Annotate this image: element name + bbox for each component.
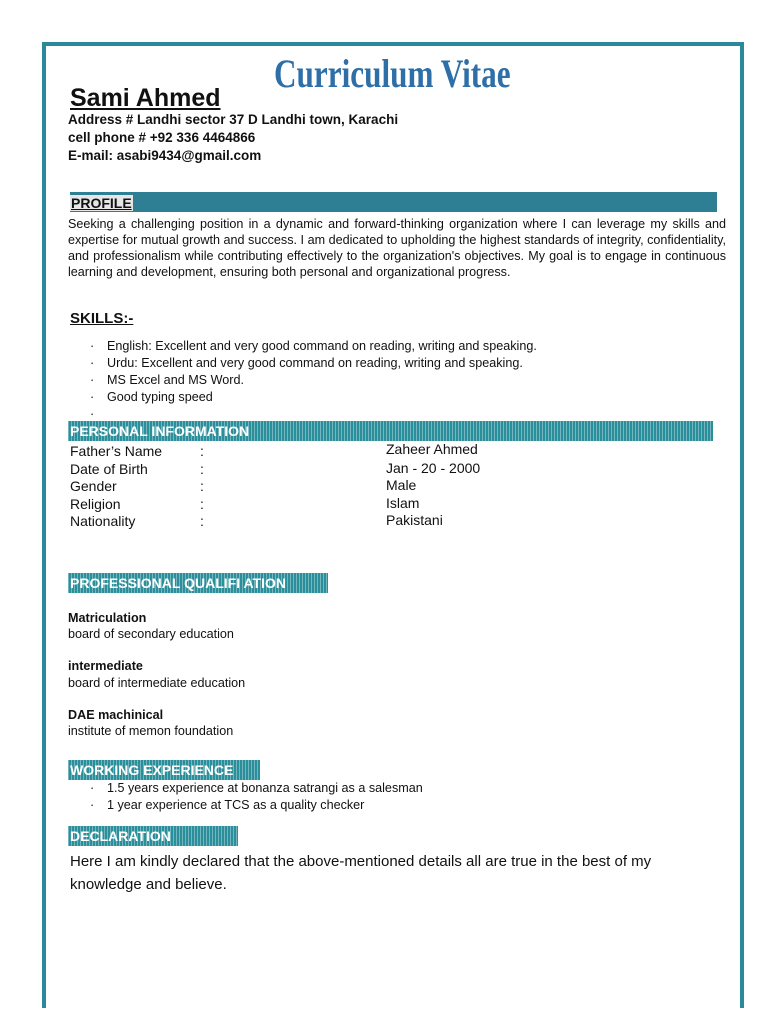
pi-value: Pakistani	[386, 512, 443, 528]
qualification-board: institute of memon foundation	[68, 724, 234, 738]
skills-list	[90, 338, 537, 423]
profile-heading: PROFILE	[71, 195, 132, 211]
qualification-title: intermediate	[68, 659, 143, 673]
qualification-title: DAE machinical	[68, 708, 164, 722]
list-item: · English: Excellent and very good command on reading, writing and speaking.	[90, 338, 537, 355]
qualification-board: board of intermediate education	[68, 676, 246, 690]
email-line: E-mail: asabi9434@gmail.com	[68, 148, 262, 163]
declaration-heading: DECLARATION	[68, 826, 238, 846]
pi-label: Date of Birth	[70, 461, 148, 477]
candidate-name: Sami Ahmed	[70, 84, 221, 112]
pi-colon: :	[200, 443, 204, 459]
pi-value: Male	[386, 477, 417, 493]
experience-list	[90, 780, 423, 814]
profile-text: Seeking a challenging position in a dynamic and forward-thinking organization where I can leverage my skills and expertise for mutual growth and success. I am dedicated to upholding the highest standards of integrity, confidentiality, and professionalism while contributing effectively to the organization's objectives. My goal is to engage in continuous learning and development, ensuring both personal and organizational progress.	[68, 217, 726, 279]
experience-heading: WORKING EXPERIENCE	[68, 760, 260, 780]
qualification-title: Matriculation	[68, 611, 147, 625]
pi-value: Islam	[386, 495, 420, 511]
pi-label: Gender	[70, 478, 117, 494]
phone-line: cell phone # +92 336 4464866	[68, 130, 256, 145]
list-item: · 1 year experience at TCS as a quality checker	[90, 797, 423, 814]
qualification-board: board of secondary education	[68, 627, 234, 641]
list-item: · MS Excel and MS Word.	[90, 372, 537, 389]
skills-heading: SKILLS:-	[70, 310, 134, 327]
document-title: Curriculum Vitae	[274, 51, 511, 96]
pi-value: Zaheer Ahmed	[386, 441, 478, 457]
pi-label: Religion	[70, 496, 121, 512]
qualification-heading: PROFESSIONAL QUALIFI ATION	[68, 573, 328, 593]
pi-label: Nationality	[70, 513, 136, 529]
list-item: · 1.5 years experience at bonanza satrangi as a salesman	[90, 780, 423, 797]
personal-info-heading: PERSONAL INFORMATION	[68, 421, 713, 441]
list-item: · Good typing speed	[90, 389, 537, 406]
pi-value: Jan - 20 - 2000	[386, 460, 481, 476]
list-item: · Urdu: Excellent and very good command on reading, writing and speaking.	[90, 355, 537, 372]
pi-colon: :	[200, 513, 204, 529]
declaration-text: Here I am kindly declared that the above-mentioned details all are true in the best of my knowledge and believe.	[70, 853, 652, 893]
pi-label: Father’s Name	[70, 443, 163, 459]
address-line: Address # Landhi sector 37 D Landhi town, Karachi	[68, 112, 399, 127]
pi-colon: :	[200, 478, 204, 494]
profile-band	[70, 192, 717, 212]
pi-colon: :	[200, 496, 204, 512]
pi-colon: :	[200, 461, 204, 477]
